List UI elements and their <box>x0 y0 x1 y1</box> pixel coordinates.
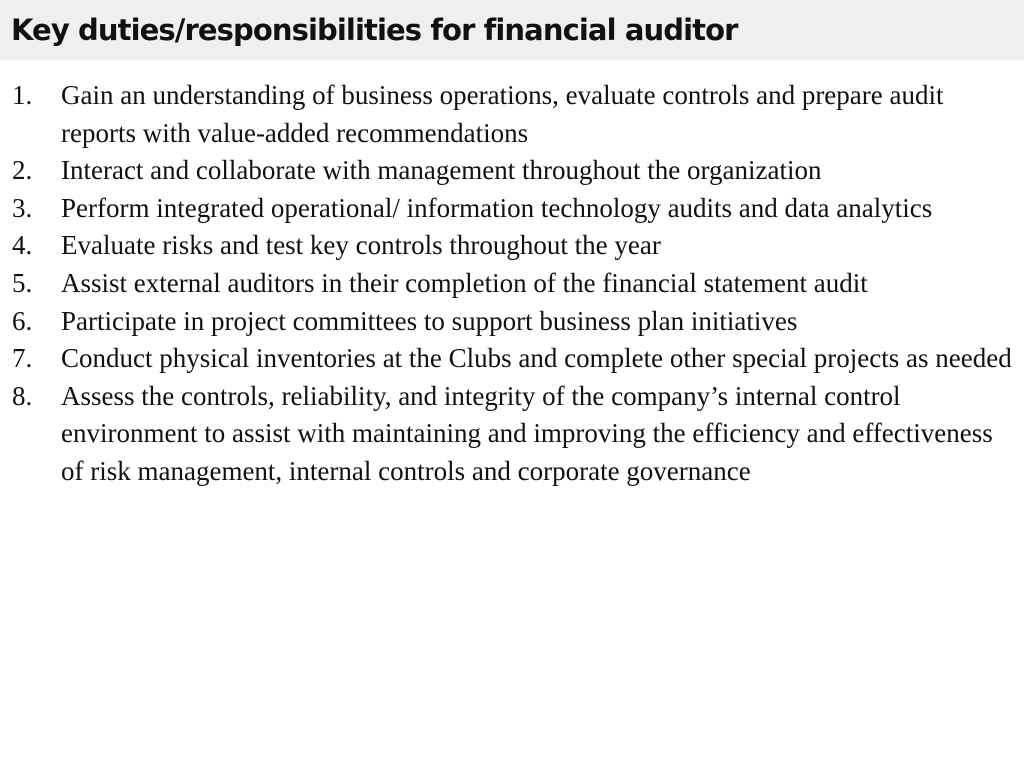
duty-item-5 <box>12 265 1018 303</box>
duty-number: 8. <box>12 380 33 411</box>
duty-item-3 <box>12 190 1018 228</box>
duty-text: Assist external auditors in their completion of the financial statement audit <box>61 267 868 298</box>
duty-item-8 <box>12 378 1018 491</box>
duty-item-6 <box>12 303 1018 341</box>
duty-number: 5. <box>12 267 33 298</box>
duties-list <box>12 77 1018 491</box>
slide-title: Key duties/responsibilities for financial auditor <box>11 13 738 47</box>
title-bar <box>0 0 1024 60</box>
duty-number: 1. <box>12 80 33 110</box>
duty-number: 6. <box>12 305 33 336</box>
duty-number: 7. <box>12 343 33 374</box>
duty-item-2 <box>12 152 1018 190</box>
duty-number: 4. <box>12 230 33 261</box>
duty-item-7 <box>12 340 1018 378</box>
duty-text: Participate in project committees to support business plan initiatives <box>61 305 798 336</box>
duty-item-1 <box>12 77 1018 152</box>
duty-text: Gain an understanding of business operations, evaluate controls and prepare audit reports with value-added recommendations <box>61 80 944 148</box>
duty-text: Assess the controls, reliability, and integrity of the company’s internal control environment to assist with maintaining and improving the efficiency and effectiveness of risk management, internal controls and corporate governance <box>61 380 993 486</box>
duty-number: 2. <box>12 155 33 186</box>
duty-text: Evaluate risks and test key controls throughout the year <box>61 230 661 261</box>
duty-text: Perform integrated operational/ information technology audits and data analytics <box>61 192 933 223</box>
duty-text: Conduct physical inventories at the Clubs and complete other special projects as needed <box>61 343 1012 374</box>
duty-text: Interact and collaborate with management throughout the organization <box>61 155 822 186</box>
duty-item-4 <box>12 227 1018 265</box>
duty-number: 3. <box>12 192 33 223</box>
